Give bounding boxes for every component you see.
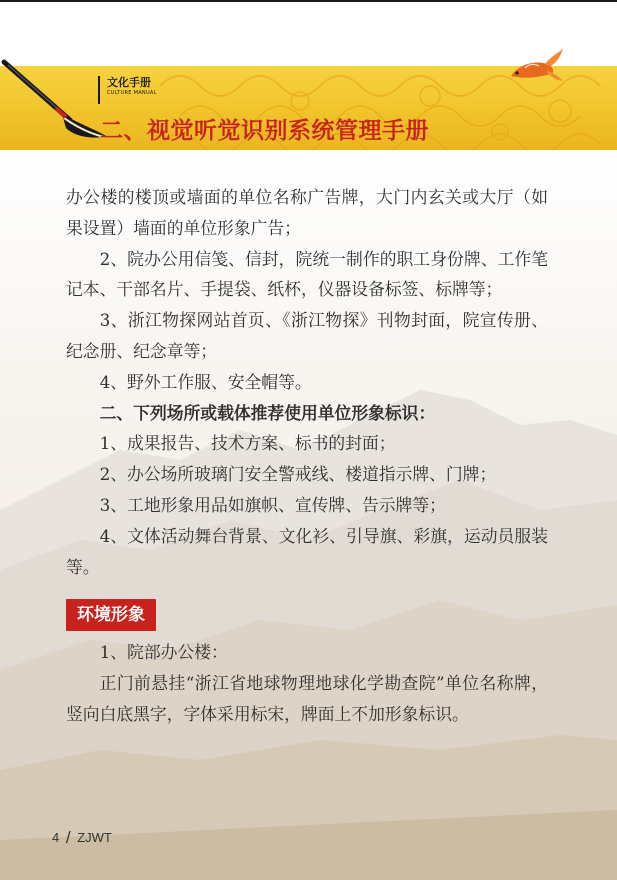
manual-subtitle: CULTURE MANUAL xyxy=(107,90,157,96)
paragraph: 3、浙江物探网站首页、《浙江物探》刊物封面，院宣传册、纪念册、纪念章等； xyxy=(66,310,548,361)
paragraph: 正门前悬挂“浙江省地球物理地球化学勘查院”单位名称牌，竖向白底黑字，字体采用标宋，牌面上不加形象标识。 xyxy=(66,673,548,724)
paragraph: 办公楼的楼顶或墙面的单位名称广告牌，大门内玄关或大厅（如果设置）墙面的单位形象广告； xyxy=(66,187,548,238)
paragraph: 4、文体活动舞台背景、文化衫、引导旗、彩旗，运动员服装等。 xyxy=(66,525,548,577)
top-rule xyxy=(0,0,617,2)
footer-brand: ZJWT xyxy=(77,830,112,845)
paragraph: 1、成果报告、技术方案、标书的封面； xyxy=(99,433,396,454)
footer-separator: / xyxy=(65,828,71,847)
paragraph: 2、院办公用信笺、信封，院统一制作的职工身份牌、工作笔记本、干部名片、手提袋、纸杯，仪器设备标签、标牌等； xyxy=(66,248,548,300)
paragraph: 2、办公场所玻璃门安全警戒线、楼道指示牌、门牌； xyxy=(99,464,497,485)
manual-label xyxy=(98,76,157,104)
manual-title: 文化手册 xyxy=(107,76,151,89)
paragraph: 1、院部办公楼： xyxy=(99,642,228,663)
paragraph: 4、野外工作服、安全帽等。 xyxy=(99,371,312,392)
page-footer xyxy=(52,827,112,847)
body-content xyxy=(66,182,548,730)
paragraph: 3、工地形象用品如旗帜、宣传牌、告示牌等； xyxy=(99,494,446,515)
section-title: 二、视觉听觉识别系统管理手册 xyxy=(100,118,429,144)
page-number: 4 xyxy=(52,830,60,845)
section-tag: 环境形象 xyxy=(66,599,156,631)
calligraphy-brush-icon xyxy=(0,58,110,150)
subheading: 二、下列场所或载体推荐使用单位形象标识： xyxy=(99,402,436,423)
goldfish-icon xyxy=(505,46,565,82)
